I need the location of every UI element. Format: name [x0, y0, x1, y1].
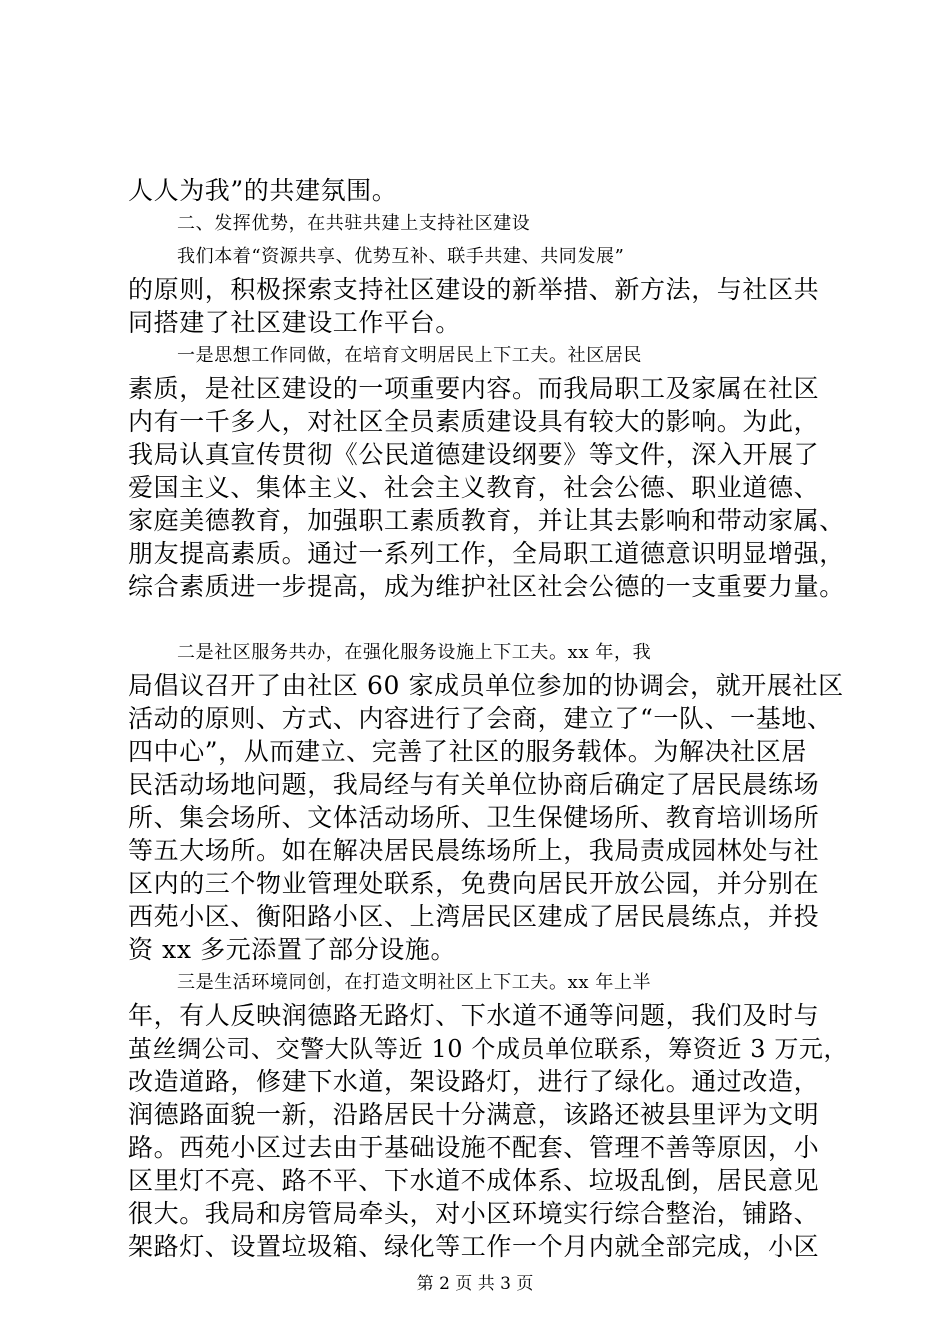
- text-line: 区里灯不亮、路不平、下水道不成体系、垃圾乱倒，居民意见: [128, 1166, 820, 1195]
- text-line: 所、集会场所、文体活动场所、卫生保健场所、教育培训场所: [128, 803, 820, 832]
- text-line: 资 xx 多元添置了部分设施。: [128, 935, 457, 964]
- text-line: 架路灯、设置垃圾箱、绿化等工作一个月内就全部完成，小区: [128, 1232, 820, 1261]
- text-line: 同搭建了社区建设工作平台。: [128, 308, 461, 337]
- text-line: 三是生活环境同创，在打造文明社区上下工夫。xx 年上半: [177, 972, 652, 993]
- text-line: 我局认真宣传贯彻《公民道德建设纲要》等文件，深入开展了: [128, 440, 820, 469]
- text-line: 内有一千多人，对社区全员素质建设具有较大的影响。为此，: [128, 407, 820, 436]
- text-line: 路。西苑小区过去由于基础设施不配套、管理不善等原因，小: [128, 1133, 820, 1162]
- text-line: 改造道路，修建下水道，架设路灯，进行了绿化。通过改造，: [128, 1067, 820, 1096]
- text-line: 四中心”，从而建立、完善了社区的服务载体。为解决社区居: [128, 737, 807, 766]
- text-line: 家庭美德教育，加强职工素质教育，并让其去影响和带动家属、: [128, 506, 845, 535]
- text-line: 素质，是社区建设的一项重要内容。而我局职工及家属在社区: [128, 374, 820, 403]
- text-line: 人人为我”的共建氛围。: [128, 176, 398, 205]
- text-line: 综合素质进一步提高，成为维护社区社会公德的一支重要力量。: [128, 572, 845, 601]
- text-line: 的原则，积极探索支持社区建设的新举措、新方法，与社区共: [128, 275, 820, 304]
- text-line: 爱国主义、集体主义、社会主义教育，社会公德、职业道德、: [128, 473, 820, 502]
- text-line: 民活动场地问题，我局经与有关单位协商后确定了居民晨练场: [128, 770, 820, 799]
- text-line: 茧丝绸公司、交警大队等近 10 个成员单位联系，筹资近 3 万元，: [128, 1035, 849, 1063]
- text-line: 润德路面貌一新，沿路居民十分满意，该路还被县里评为文明: [128, 1100, 820, 1129]
- text-line: 一是思想工作同做，在培育文明居民上下工夫。社区居民: [177, 345, 642, 366]
- text-line: 很大。我局和房管局牵头，对小区环境实行综合整治，铺路、: [128, 1199, 820, 1228]
- text-line: 年，有人反映润德路无路灯、下水道不通等问题，我们及时与: [128, 1001, 820, 1030]
- text-line: 朋友提高素质。通过一系列工作，全局职工道德意识明显增强，: [128, 539, 845, 568]
- text-line: 局倡议召开了由社区 60 家成员单位参加的协调会，就开展社区: [128, 671, 844, 700]
- text-line: 西苑小区、衡阳路小区、上湾居民区建成了居民晨练点，并投: [128, 902, 820, 931]
- text-line: 二是社区服务共办，在强化服务设施上下工夫。xx 年，我: [177, 642, 652, 663]
- text-line: 我们本着“资源共享、优势互补、联手共建、共同发展”: [177, 246, 625, 267]
- section-heading: 二、发挥优势，在共驻共建上支持社区建设: [177, 213, 531, 234]
- text-line: 等五大场所。如在解决居民晨练场所上，我局责成园林处与社: [128, 836, 820, 865]
- page-indicator: 第 2 页 共 3 页: [416, 1274, 534, 1294]
- text-line: 活动的原则、方式、内容进行了会商，建立了“一队、一基地、: [128, 704, 833, 733]
- text-line: 区内的三个物业管理处联系，免费向居民开放公园，并分别在: [128, 869, 820, 898]
